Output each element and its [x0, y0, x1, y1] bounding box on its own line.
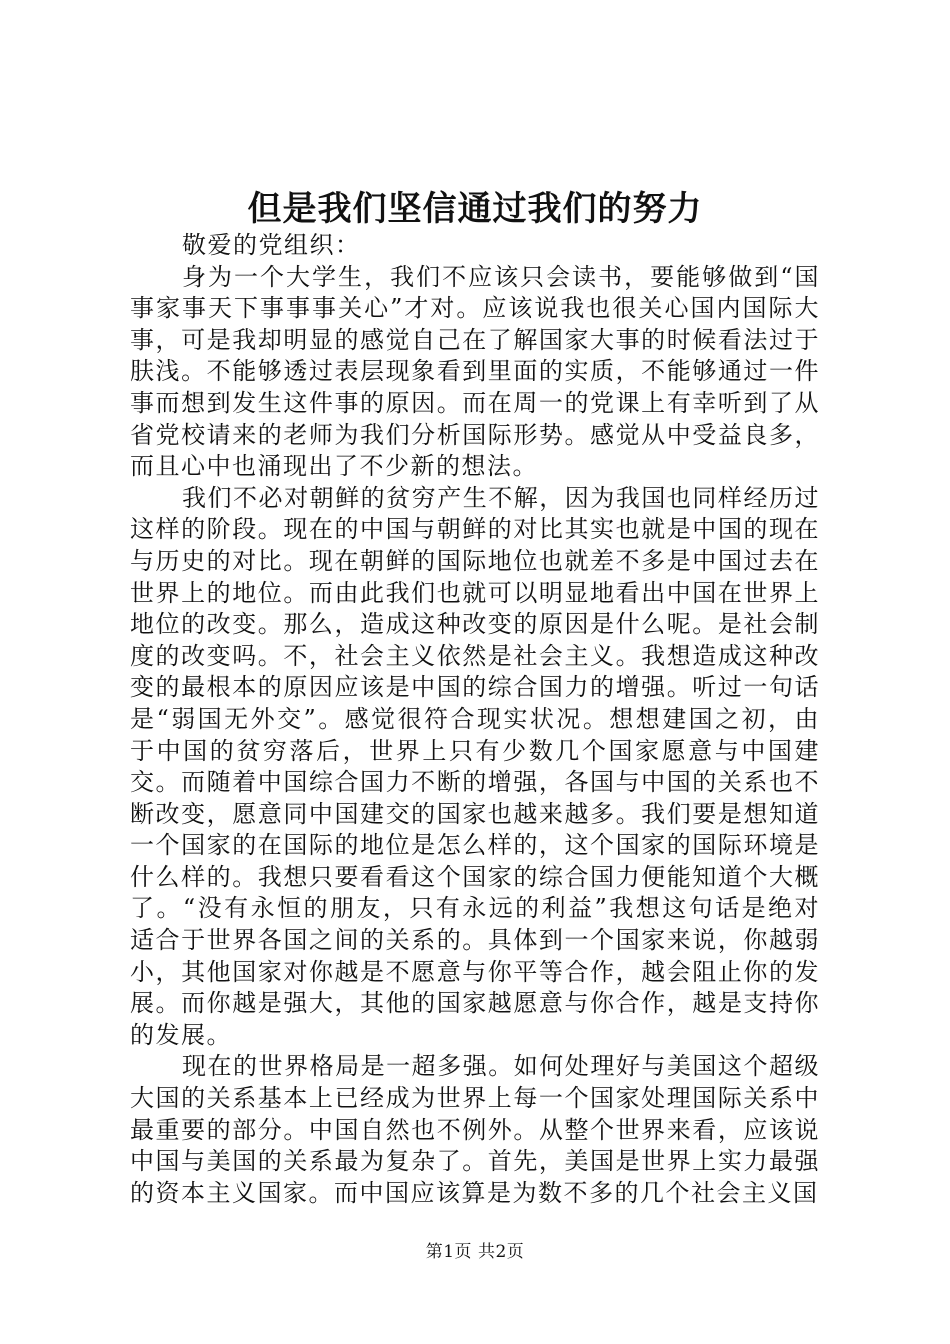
paragraph-1: 身为一个大学生，我们不应该只会读书，要能够做到“国事家事天下事事事关心”才对。应该说我也很关心国内国际大事，可是我却明显的感觉自己在了解国家大事的时候看法过于肤浅。不能够透过表层现象看到里面的实质，不能够通过一件事而想到发生这件事的原因。而在周一的党课上有幸听到了从省党校请来的老师为我们分析国际形势。感觉从中受益良多，而且心中也涌现出了不少新的想法。 [130, 262, 820, 481]
page-number-footer: 第1页 共2页 [425, 1242, 525, 1262]
document-title: 但是我们坚信通过我们的努力 [247, 189, 703, 229]
document-body [130, 230, 820, 1209]
paragraph-2: 我们不必对朝鲜的贫穷产生不解，因为我国也同样经历过这样的阶段。现在的中国与朝鲜的对比其实也就是中国的现在与历史的对比。现在朝鲜的国际地位也就差不多是中国过去在世界上的地位。而由此我们也就可以明显地看出中国在世界上地位的改变。那么，造成这种改变的原因是什么呢。是社会制度的改变吗。不，社会主义依然是社会主义。我想造成这种改变的最根本的原因应该是中国的综合国力的增强。听过一句话是“弱国无外交”。感觉很符合现实状况。想想建国之初，由于中国的贫穷落后，世界上只有少数几个国家愿意与中国建交。而随着中国综合国力不断的增强，各国与中国的关系也不断改变，愿意同中国建交的国家也越来越多。我们要是想知道一个国家的在国际的地位是怎么样的，这个国家的国际环境是什么样的。我想只要看看这个国家的综合国力便能知道个大概了。“没有永恒的朋友，只有永远的利益”我想这句话是绝对适合于世界各国之间的关系的。具体到一个国家来说，你越弱小，其他国家对你越是不愿意与你平等合作，越会阻止你的发展。而你越是强大，其他的国家越愿意与你合作，越是支持你的发展。 [130, 483, 820, 1049]
paragraph-3: 现在的世界格局是一超多强。如何处理好与美国这个超级大国的关系基本上已经成为世界上每一个国家处理国际关系中最重要的部分。中国自然也不例外。从整个世界来看，应该说中国与美国的关系最为复杂了。首先，美国是世界上实力最强的资本主义国家。而中国应该算是为数不多的几个社会主义国 [130, 1052, 820, 1207]
salutation: 敬爱的党组织： [182, 231, 361, 259]
